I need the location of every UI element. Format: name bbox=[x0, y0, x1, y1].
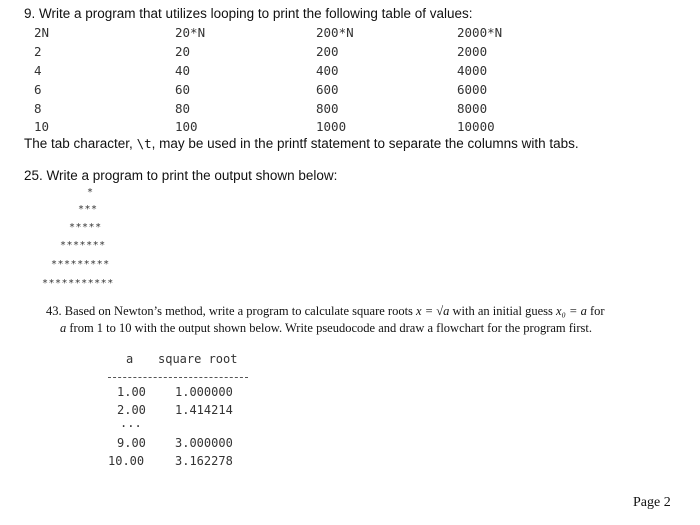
q9-note-pre: The tab character, bbox=[24, 136, 137, 151]
output-cell: 9.00 bbox=[117, 436, 146, 450]
q9-cell: 6 bbox=[34, 82, 42, 97]
q43-text-d: from 1 to 10 with the output shown below. Write pseudocode and draw a flowchart for the program first. bbox=[66, 321, 593, 335]
q9-note-code: \t bbox=[136, 136, 152, 151]
star-row: * bbox=[87, 187, 94, 198]
q9-header-col4: 2000*N bbox=[457, 25, 503, 40]
q9-cell: 100 bbox=[175, 119, 198, 134]
output-cell: 1.000000 bbox=[175, 385, 233, 399]
q43-text-b: with an initial guess bbox=[449, 304, 556, 318]
output-cell: 1.00 bbox=[117, 385, 146, 399]
output-cell: 3.000000 bbox=[175, 436, 233, 450]
q9-cell: 4 bbox=[34, 63, 42, 78]
q43-math-initial-guess: x₀ = a bbox=[555, 304, 587, 318]
q9-cell: 200 bbox=[316, 44, 339, 59]
q9-cell: 10000 bbox=[457, 119, 495, 134]
q43-math-a: a bbox=[60, 321, 67, 335]
q9-cell: 80 bbox=[175, 101, 191, 116]
star-row: ********* bbox=[51, 259, 110, 270]
q9-note bbox=[24, 136, 579, 151]
q9-cell: 800 bbox=[316, 101, 339, 116]
star-row: *** bbox=[78, 204, 98, 215]
star-row: *********** bbox=[42, 278, 114, 289]
q9-cell: 20 bbox=[175, 44, 191, 59]
q9-note-post: , may be used in the printf statement to separate the columns with tabs. bbox=[151, 136, 579, 151]
q9-cell: 6000 bbox=[457, 82, 488, 97]
q9-cell: 40 bbox=[175, 63, 191, 78]
output-cell: 2.00 bbox=[117, 403, 146, 417]
q43-text-c: for bbox=[586, 304, 605, 318]
output-cell: 10.00 bbox=[108, 454, 145, 468]
output-header-root: square root bbox=[158, 352, 238, 366]
star-row: ***** bbox=[69, 222, 102, 233]
q43-text bbox=[46, 303, 676, 337]
q9-cell: 4000 bbox=[457, 63, 488, 78]
q9-cell: 1000 bbox=[316, 119, 347, 134]
output-dashed-divider bbox=[108, 377, 248, 378]
q9-cell: 10 bbox=[34, 119, 50, 134]
output-ellipsis: ... bbox=[120, 416, 142, 430]
q9-cell: 600 bbox=[316, 82, 339, 97]
q9-header-col1: 2N bbox=[34, 25, 50, 40]
q43-math-sqrt: x = √a bbox=[416, 304, 450, 318]
output-header-a: a bbox=[126, 352, 134, 366]
q9-cell: 8 bbox=[34, 101, 42, 116]
q9-title: 9. Write a program that utilizes looping to print the following table of values: bbox=[24, 6, 473, 21]
q9-header-col3: 200*N bbox=[316, 25, 354, 40]
q9-cell: 400 bbox=[316, 63, 339, 78]
page-number: Page 2 bbox=[633, 495, 671, 510]
q9-cell: 60 bbox=[175, 82, 191, 97]
q9-cell: 8000 bbox=[457, 101, 488, 116]
q25-title: 25. Write a program to print the output shown below: bbox=[24, 168, 338, 183]
output-cell: 1.414214 bbox=[175, 403, 233, 417]
q43-text-a: 43. Based on Newton’s method, write a program to calculate square roots bbox=[46, 304, 417, 318]
star-row: ******* bbox=[60, 240, 106, 251]
q9-cell: 2 bbox=[34, 44, 42, 59]
q9-cell: 2000 bbox=[457, 44, 488, 59]
q9-header-col2: 20*N bbox=[175, 25, 206, 40]
output-cell: 3.162278 bbox=[175, 454, 233, 468]
